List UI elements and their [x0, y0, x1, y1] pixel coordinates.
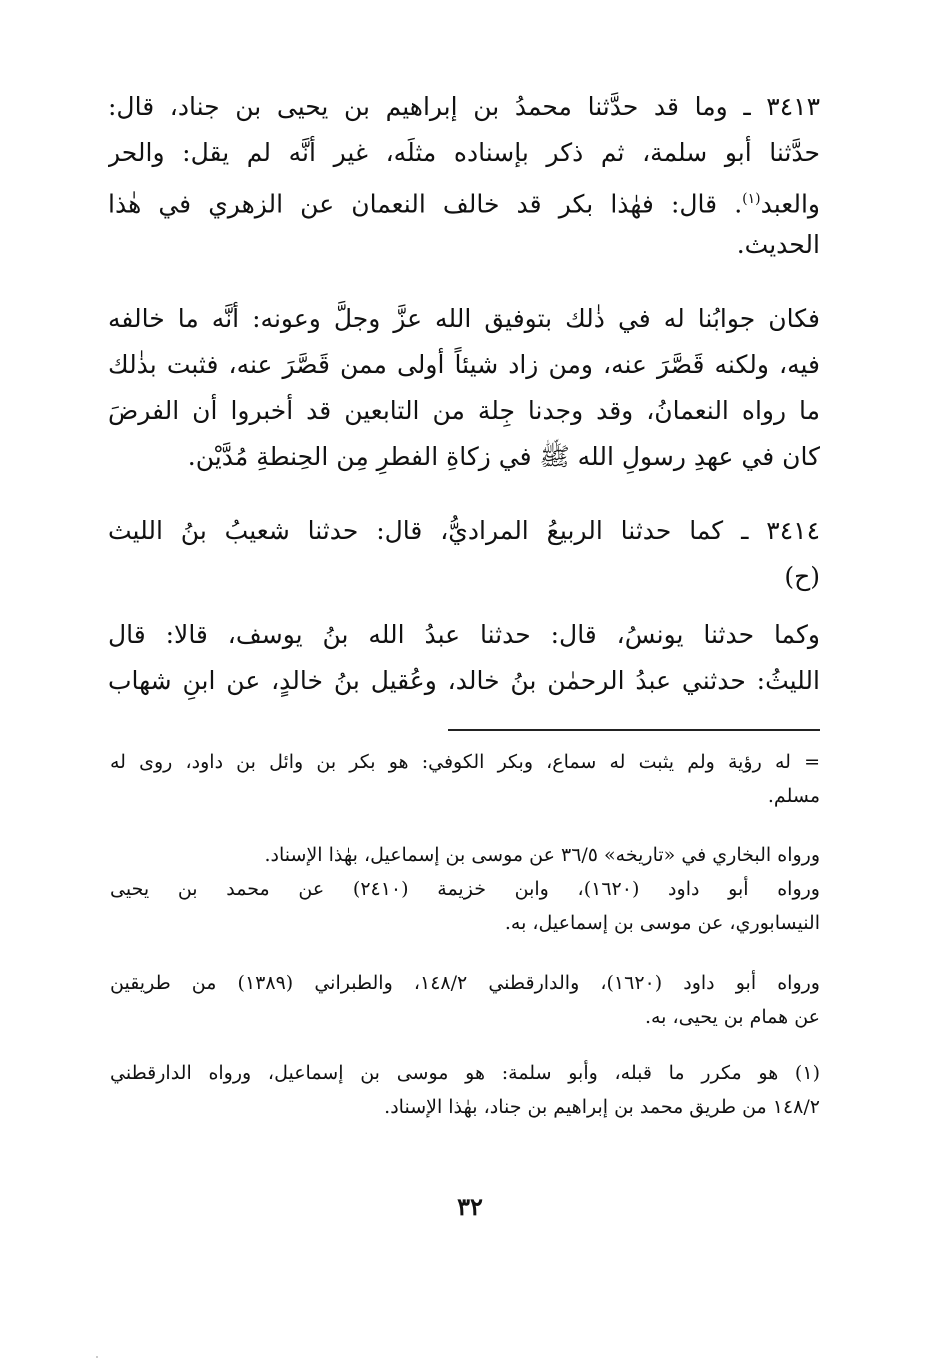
footnote-line-9: ١٤٨/٢ من طريق محمد بن إبراهيم بن جناد، بهٰذا الإسناد. — [384, 1096, 820, 1118]
hadith-3413-line-1: ٣٤١٣ ـ وما قد حدَّثنا محمدُ بن إبراهيم بن يحيى بن جناد، قال: — [108, 92, 820, 121]
footnote-line-1: = له رؤية ولم يثبت له سماع، وبكر الكوفي: هو بكر بن وائل بن داود، روى له — [110, 751, 820, 773]
footnote-line-3: ورواه البخاري في «تاريخه» ٣٦/٥ عن موسى بن إسماعيل، بهٰذا الإسناد. — [264, 844, 820, 866]
hadith-3413-line-2: حدَّثنا أبو سلمة، ثم ذكر بإسناده مثلَه، غير أنَّه لم يقل: والحر — [108, 138, 820, 167]
hadith-3413 — [108, 84, 820, 268]
hadith-3413-line-3 — [108, 176, 820, 222]
reply-line-1: فكان جوابُنا له في ذٰلك بتوفيق الله عزَّ وجلَّ وعونه: أنَّه ما خالفه — [108, 304, 820, 333]
hadith-3414-continued — [108, 612, 820, 704]
hadith-3414-line-2: (ح) — [784, 562, 820, 591]
footnote-ref-1: (١) — [742, 191, 761, 207]
footnotes-block-4 — [110, 1056, 820, 1124]
footnotes-block-3 — [110, 966, 820, 1034]
hadith-3414-line-1: ٣٤١٤ ـ كما حدثنا الربيعُ المراديُّ، قال: حدثنا شعيبُ بنُ الليث — [108, 516, 820, 545]
scan-speck — [96, 1356, 98, 1358]
reply-line-4: كان في عهدِ رسولِ الله ﷺ في زكاةِ الفطرِ مِن الحِنطةِ مُدَّيْن. — [187, 442, 820, 471]
footnote-separator — [448, 729, 820, 731]
hadith-3414-line-3: وكما حدثنا يونسُ، قال: حدثنا عبدُ الله بنُ يوسف، قالا: قال — [108, 620, 820, 649]
footnote-line-7: عن همام بن يحيى، به. — [644, 1006, 820, 1028]
footnotes-block — [110, 745, 820, 813]
hadith-3414 — [108, 508, 820, 600]
hadith-3413-line-4: الحديث. — [736, 230, 820, 259]
footnotes-block-2 — [110, 838, 820, 940]
hadith-3413-line-3-end: . قال: فهٰذا بكر قد خالف النعمان عن الزهري في هٰذا — [108, 189, 743, 219]
footnote-line-4: ورواه أبو داود (١٦٢٠)، وابن خزيمة (٢٤١٠) عن محمد بن يحيى — [110, 878, 820, 900]
footnote-line-2: مسلم. — [767, 785, 820, 807]
hadith-3414-line-4: الليثُ: حدثني عبدُ الرحمٰن بنُ خالد، وعُقيل بنُ خالدٍ، عن ابنِ شهاب — [108, 666, 820, 695]
hadith-3413-line-3-start: والعبد — [760, 189, 820, 219]
page-number: ٣٢ — [457, 1192, 483, 1221]
reply-line-3: ما رواه النعمانُ، وقد وجدنا جِلة من التابعين قد أخبروا أن الفرضَ — [108, 396, 820, 425]
reply-line-2: فيه، ولكنه قَصَّرَ عنه، ومن زاد شيئاً أولى ممن قَصَّرَ عنه، فثبت بذٰلك — [108, 350, 820, 379]
footnote-line-5: النيسابوري، عن موسى بن إسماعيل، به. — [504, 912, 820, 934]
footnote-line-6: ورواه أبو داود (١٦٢٠)، والدارقطني ١٤٨/٢، والطبراني (١٣٨٩) من طريقين — [110, 972, 820, 994]
footnote-line-8: (١) هو مكرر ما قبله، وأبو سلمة: هو موسى بن إسماعيل، ورواه الدارقطني — [110, 1062, 820, 1084]
reply-paragraph — [108, 296, 820, 480]
